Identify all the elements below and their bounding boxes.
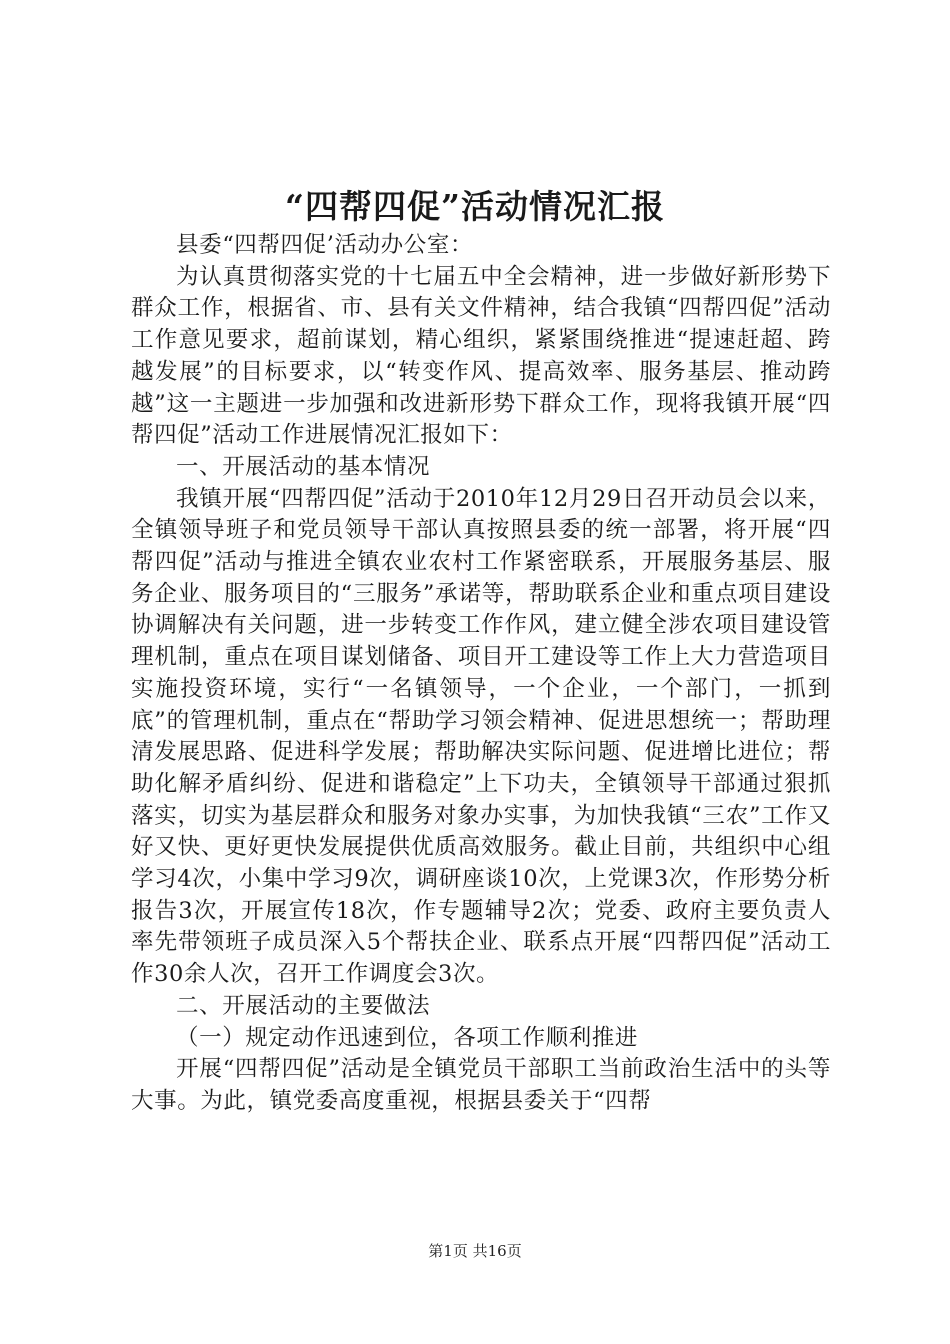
section-heading-2: 二、开展活动的主要做法 bbox=[176, 992, 431, 1019]
intro-paragraph: 为认真贯彻落实党的十七届五中全会精神，进一步做好新形势下群众工作，根据省、市、县有关文件精神，结合我镇“四帮四促”活动工作意见要求，超前谋划，精心组织，紧紧围绕推进“提速赶超、跨越发展”的目标要求，以“转变作风、提高效率、服务基层、推动跨越”这一主题进一步加强和改进新形势下群众工作，现将我镇开展“四帮四促”活动工作进展情况汇报如下： bbox=[131, 263, 831, 449]
basic-situation-paragraph: 我镇开展“四帮四促”活动于2010年12月29日召开动员会以来，全镇领导班子和党员领导干部认真按照县委的统一部署，将开展“四帮四促”活动与推进全镇农业农村工作紧密联系，开展服务基层、服务企业、服务项目的“三服务”承诺等，帮助联系企业和重点项目建设协调解决有关问题，进一步转变工作作风，建立健全涉农项目建设管理机制，重点在项目谋划储备、项目开工建设等工作上大力营造项目实施投资环境，实行“一名镇领导，一个企业，一个部门，一抓到底”的管理机制，重点在“帮助学习领会精神、促进思想统一；帮助理清发展思路、促进科学发展；帮助解决实际问题、促进增比进位；帮助化解矛盾纠纷、促进和谐稳定”上下功夫，全镇领导干部通过狠抓落实，切实为基层群众和服务对象办实事，为加快我镇“三农”工作又好又快、更好更快发展提供优质高效服务。截止目前，共组织中心组学习4次，小集中学习9次，调研座谈10次，上党课3次，作形势分析报告3次，开展宣传18次，作专题辅导2次；党委、政府主要负责人率先带领班子成员深入5个帮扶企业、联系点开展“四帮四促”活动工作30余人次，召开工作调度会3次。 bbox=[131, 485, 831, 988]
salutation: 县委“四帮四促’活动办公室： bbox=[176, 232, 474, 258]
page-footer: 第1页 共16页 bbox=[428, 1242, 522, 1260]
section-heading-1: 一、开展活动的基本情况 bbox=[176, 453, 431, 480]
subsection-heading-1: （一）规定动作迅速到位，各项工作顺利推进 bbox=[176, 1024, 639, 1051]
document-title: “四帮四促”活动情况汇报 bbox=[285, 187, 665, 226]
practice-paragraph: 开展“四帮四促”活动是全镇党员干部职工当前政治生活中的头等大事。为此，镇党委高度重视，根据县委关于“四帮 bbox=[131, 1056, 831, 1114]
document-body bbox=[131, 230, 831, 1118]
